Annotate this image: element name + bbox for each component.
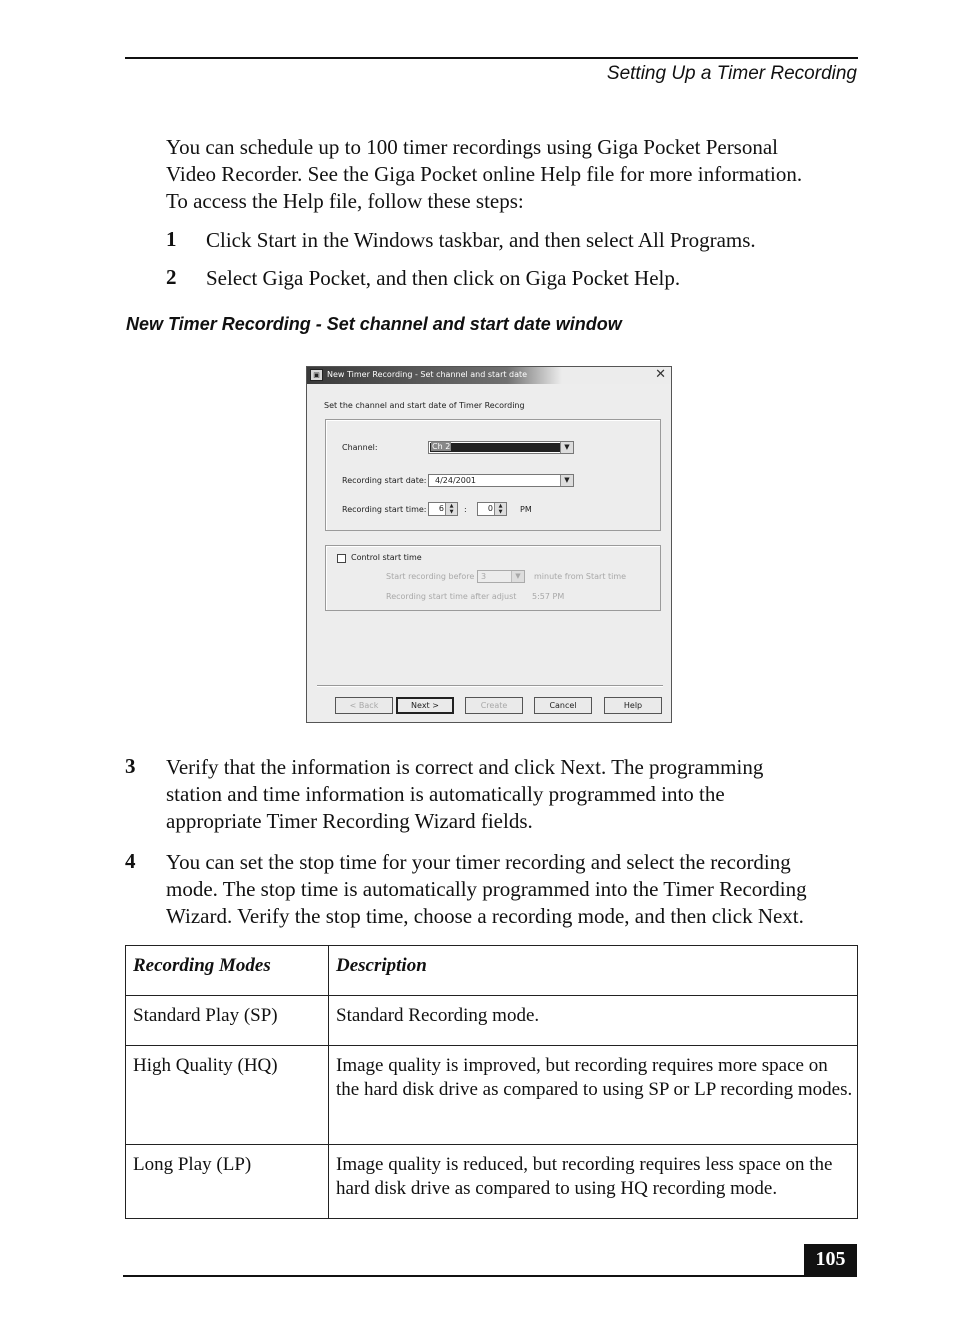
chevron-down-icon[interactable]: ▼ xyxy=(560,442,573,453)
time-separator: : xyxy=(464,505,467,514)
dialog-titlebar xyxy=(307,367,671,384)
figure-caption: New Timer Recording - Set channel and start date window xyxy=(126,314,622,334)
step-number: 4 xyxy=(125,849,136,873)
step-line: Verify that the information is correct and click Next. The programming xyxy=(166,755,764,779)
mode-cell: High Quality (HQ) xyxy=(126,1046,329,1145)
hour-value: 6 xyxy=(438,504,444,513)
step-line: appropriate Timer Recording Wizard fields. xyxy=(166,809,533,833)
channel-label: Channel: xyxy=(342,443,378,452)
column-header: Recording Modes xyxy=(126,946,329,996)
control-start-checkbox[interactable] xyxy=(337,554,346,563)
help-button[interactable]: Help xyxy=(604,697,662,714)
description-cell: Image quality is reduced, but recording requires less space on the hard disk drive as compared to using HQ recording mode. xyxy=(329,1145,858,1219)
description-cell: Standard Recording mode. xyxy=(329,996,858,1046)
control-start-label: Control start time xyxy=(351,553,422,562)
intro-line: You can schedule up to 100 timer recordings using Giga Pocket Personal xyxy=(166,135,779,159)
start-before-value: 3 xyxy=(481,572,487,581)
start-date-value: 4/24/2001 xyxy=(435,476,477,485)
close-icon[interactable]: ✕ xyxy=(655,367,666,382)
app-icon: ▣ xyxy=(310,369,323,381)
step-text xyxy=(166,754,866,835)
spin-arrows-icon[interactable]: ▲ ▼ xyxy=(494,503,506,515)
step-number: 1 xyxy=(166,227,177,251)
intro-paragraph xyxy=(166,134,866,215)
start-date-label: Recording start date: xyxy=(342,476,427,485)
step-text: Select Giga Pocket, and then click on Giga Pocket Help. xyxy=(206,266,681,290)
step-line: station and time information is automatically programmed into the xyxy=(166,782,725,806)
mode-cell: Long Play (LP) xyxy=(126,1145,329,1219)
step-number: 3 xyxy=(125,754,136,778)
cancel-button[interactable]: Cancel xyxy=(534,697,592,714)
description-cell: Image quality is improved, but recording requires more space on the hard disk drive as compared to using SP or LP recording modes. xyxy=(329,1046,858,1145)
start-date-select[interactable] xyxy=(428,474,574,487)
hour-stepper[interactable] xyxy=(428,502,458,516)
footer-rule xyxy=(123,1275,857,1277)
step-text: Click Start in the Windows taskbar, and then select All Programs. xyxy=(206,228,756,252)
table-row xyxy=(126,996,858,1046)
channel-value: Ch 2 xyxy=(432,442,451,451)
create-button[interactable]: Create xyxy=(465,697,523,714)
spin-arrows-icon[interactable]: ▲ ▼ xyxy=(445,503,457,515)
timer-recording-dialog xyxy=(306,366,672,723)
dialog-title: New Timer Recording - Set channel and start date xyxy=(327,370,528,379)
next-button[interactable]: Next > xyxy=(396,697,454,714)
step-text xyxy=(166,849,876,930)
table-row xyxy=(126,1145,858,1219)
step-line: Wizard. Verify the stop time, choose a recording mode, and then click Next. xyxy=(166,904,804,928)
dialog-instruction: Set the channel and start date of Timer Recording xyxy=(324,401,525,410)
start-time-label: Recording start time: xyxy=(342,505,427,514)
page-number: 105 xyxy=(804,1244,857,1277)
ampm-label: PM xyxy=(520,505,532,514)
table-header-row xyxy=(126,946,858,996)
table-row xyxy=(126,1046,858,1145)
start-before-label: Start recording before xyxy=(386,572,475,581)
mode-cell: Standard Play (SP) xyxy=(126,996,329,1046)
intro-line: To access the Help file, follow these steps: xyxy=(166,189,524,213)
button-separator xyxy=(317,685,663,687)
running-header: Setting Up a Timer Recording xyxy=(606,63,857,84)
after-adjust-label: Recording start time after adjust xyxy=(386,592,517,601)
minute-value: 0 xyxy=(487,504,493,513)
step-line: You can set the stop time for your timer recording and select the recording xyxy=(166,850,791,874)
intro-line: Video Recorder. See the Giga Pocket online Help file for more information. xyxy=(166,162,803,186)
channel-select[interactable] xyxy=(428,441,574,454)
recording-modes-table xyxy=(125,945,858,1219)
chevron-down-icon[interactable]: ▼ xyxy=(511,571,524,582)
back-button[interactable]: < Back xyxy=(335,697,393,714)
minute-stepper[interactable] xyxy=(477,502,507,516)
start-before-select[interactable] xyxy=(477,570,525,583)
start-before-suffix: minute from Start time xyxy=(534,572,627,581)
header-rule xyxy=(125,57,858,59)
chevron-down-icon[interactable]: ▼ xyxy=(560,475,573,486)
step-line: mode. The stop time is automatically programmed into the Timer Recording xyxy=(166,877,807,901)
after-adjust-value: 5:57 PM xyxy=(532,592,565,601)
step-number: 2 xyxy=(166,265,177,289)
column-header: Description xyxy=(329,946,858,996)
